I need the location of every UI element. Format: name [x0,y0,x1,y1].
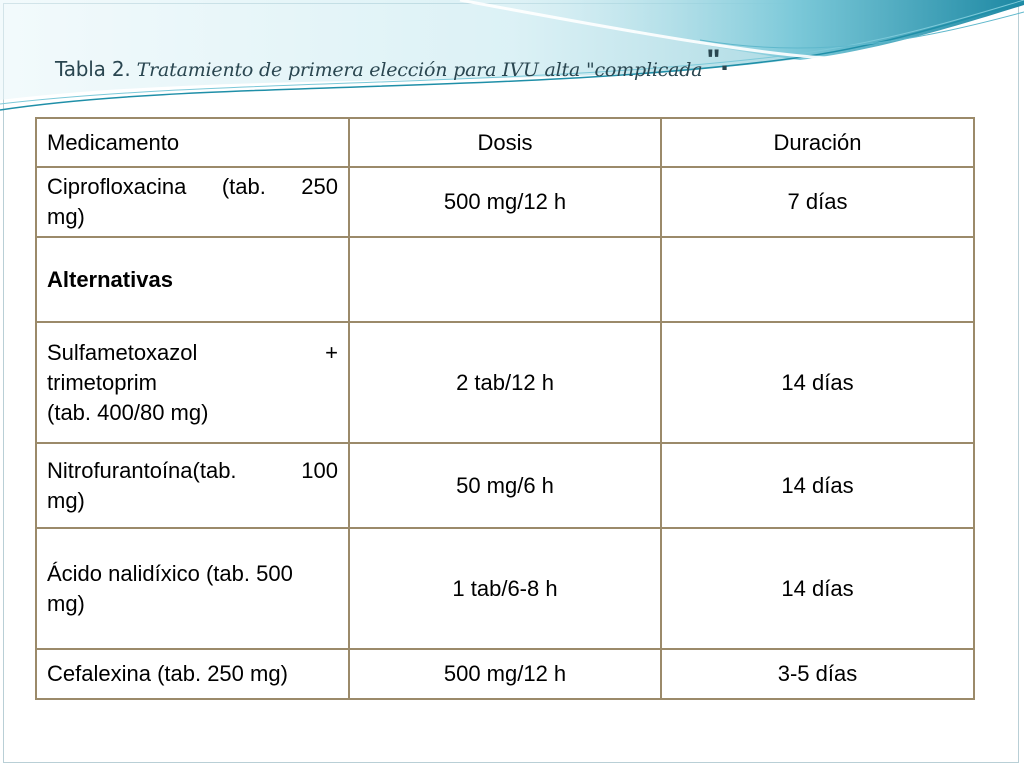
title-quote-mark: ". [706,44,729,77]
cell-duracion: 7 días [661,167,974,237]
table-row [36,528,974,649]
header-medicamento: Medicamento [36,118,349,167]
cell-text: Ácido nalidíxico (tab. 500 [47,560,293,586]
cell-duracion: 14 días [661,443,974,528]
cell-text: Sulfametoxazol [47,339,198,365]
cell-line [47,172,338,202]
cell-duracion: 14 días [661,528,974,649]
cell-text: (tab. 400/80 mg) [47,399,209,425]
cell-dosis: 500 mg/12 h [349,649,661,699]
cell-text: 250 [301,174,338,199]
cell-dosis: 1 tab/6-8 h [349,528,661,649]
cell-duracion: 3-5 días [661,649,974,699]
cell-line [47,456,338,486]
cell-text: (tab. [221,174,266,199]
cell-text: mg) [47,590,85,616]
cell-text: Ciprofloxacina [47,174,187,199]
slide-title [55,44,729,84]
cell-dosis: 50 mg/6 h [349,443,661,528]
treatment-table [35,117,975,700]
cell-duracion [661,237,974,322]
table-row [36,167,974,237]
header-dosis: Dosis [349,118,661,167]
cell-duracion: 14 días [661,322,974,443]
cell-medicamento [36,528,349,649]
title-italic: Tratamiento de primera elección para IVU alta "complicada [136,59,703,81]
cell-line [47,338,338,368]
cell-medicamento: Alternativas [36,237,349,322]
table-row [36,322,974,443]
table-header-row [36,118,974,167]
cell-medicamento [36,167,349,237]
cell-dosis [349,237,661,322]
table-row [36,443,974,528]
cell-medicamento: Cefalexina (tab. 250 mg) [36,649,349,699]
cell-text: mg) [47,204,85,229]
header-duracion: Duración [661,118,974,167]
cell-dosis: 500 mg/12 h [349,167,661,237]
cell-medicamento [36,322,349,443]
table-row [36,649,974,699]
title-prefix: Tabla 2. [55,57,137,81]
cell-dosis: 2 tab/12 h [349,322,661,443]
cell-text: Nitrofurantoína(tab. [47,457,237,483]
cell-text: + [325,339,338,365]
cell-medicamento [36,443,349,528]
cell-text: 100 [301,457,338,483]
table-row [36,237,974,322]
cell-text: mg) [47,487,85,513]
cell-text: trimetoprim [47,369,158,395]
